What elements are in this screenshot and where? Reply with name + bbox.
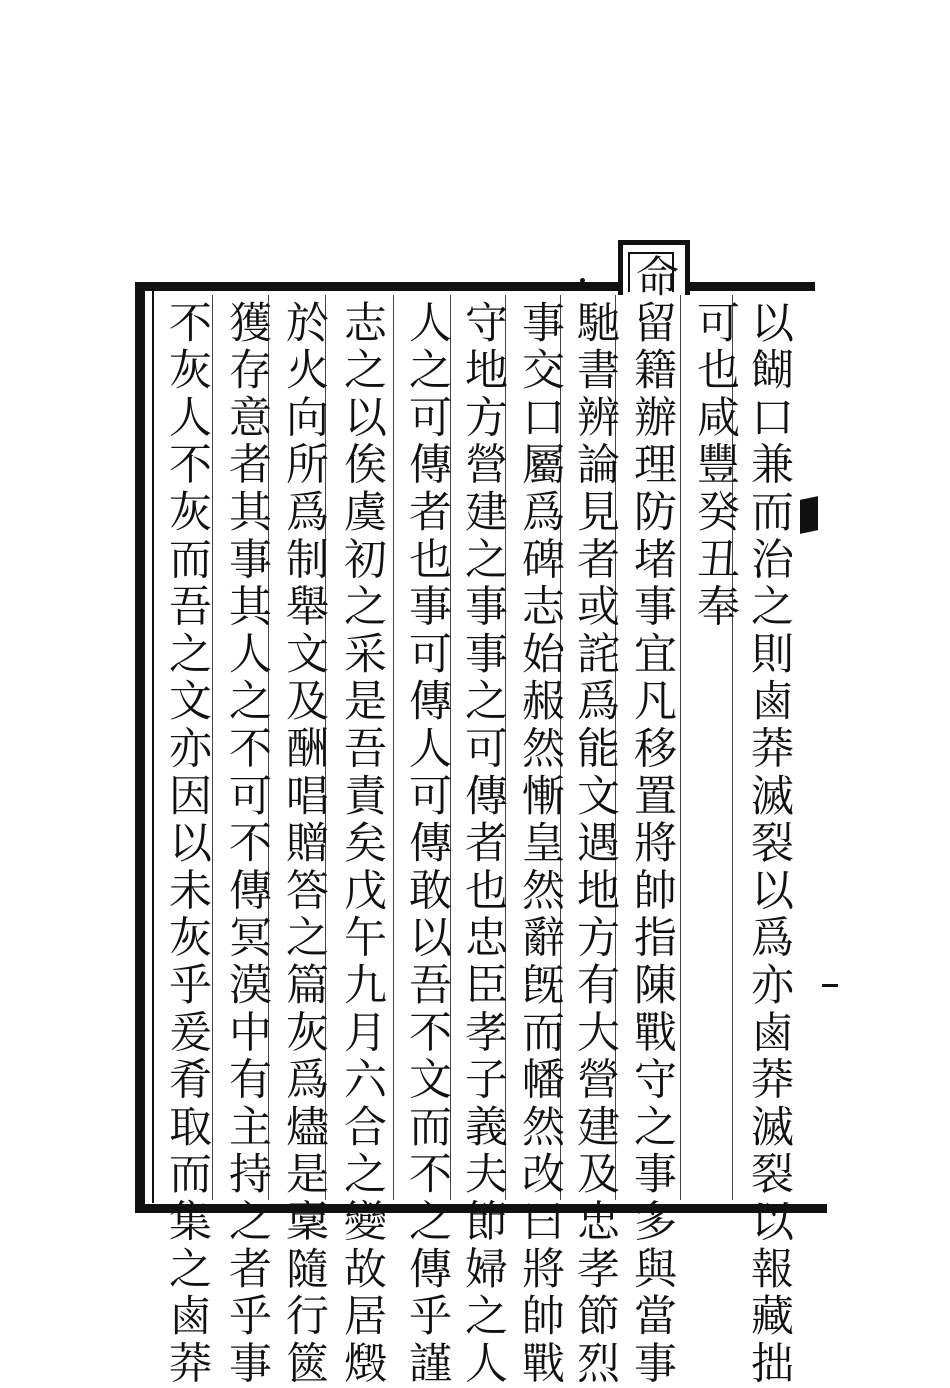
- text-column-3: 留籍辦理防堵事宜凡移置將帥指陳戰守之事多與當事: [627, 300, 677, 1388]
- text-column-8: 志之以俟虞初之采是吾責矣戊午九月六合之變故居燬: [337, 300, 387, 1388]
- text-column-11: 不灰人不灰而吾之文亦因以未灰乎爰肴取而集之鹵莽: [162, 300, 212, 1388]
- column-rule: [680, 295, 681, 1200]
- ink-dash: [822, 984, 838, 987]
- text-column-2: 可也咸豐癸丑奉: [690, 300, 740, 632]
- text-column-1: 以餬口兼而治之則鹵莽滅裂以爲亦鹵莽滅裂以報藏拙: [744, 300, 794, 1388]
- page-frame-top: [135, 282, 815, 291]
- text-column-9: 於火向所爲制舉文及酬唱贈答之篇灰爲燼是稾隨行篋: [279, 300, 329, 1388]
- page-frame-inner-line: [152, 291, 154, 1203]
- text-column-10: 獲存意者其事其人之不可不傳冥漠中有主持之者乎事: [222, 300, 272, 1388]
- text-column-4: 馳書辨論見者或詫爲能文遇地方有大營建及忠孝節烈: [570, 300, 620, 1388]
- ink-dot: [580, 278, 585, 283]
- text-column-raised: 命: [629, 254, 679, 302]
- text-column-7: 人之可傳者也事可傳人可傳敢以吾不文而不之傳乎謹: [402, 300, 452, 1388]
- ink-mark: [800, 496, 818, 534]
- text-column-5: 事交口屬爲碑志始赧然慚皇然辭旣而幡然改曰將帥戰: [515, 300, 565, 1388]
- column-rule: [393, 295, 394, 1200]
- page-frame-left: [135, 282, 145, 1212]
- text-column-6: 守地方營建之事事之可傳者也忠臣孝子義夫節婦之人: [458, 300, 508, 1388]
